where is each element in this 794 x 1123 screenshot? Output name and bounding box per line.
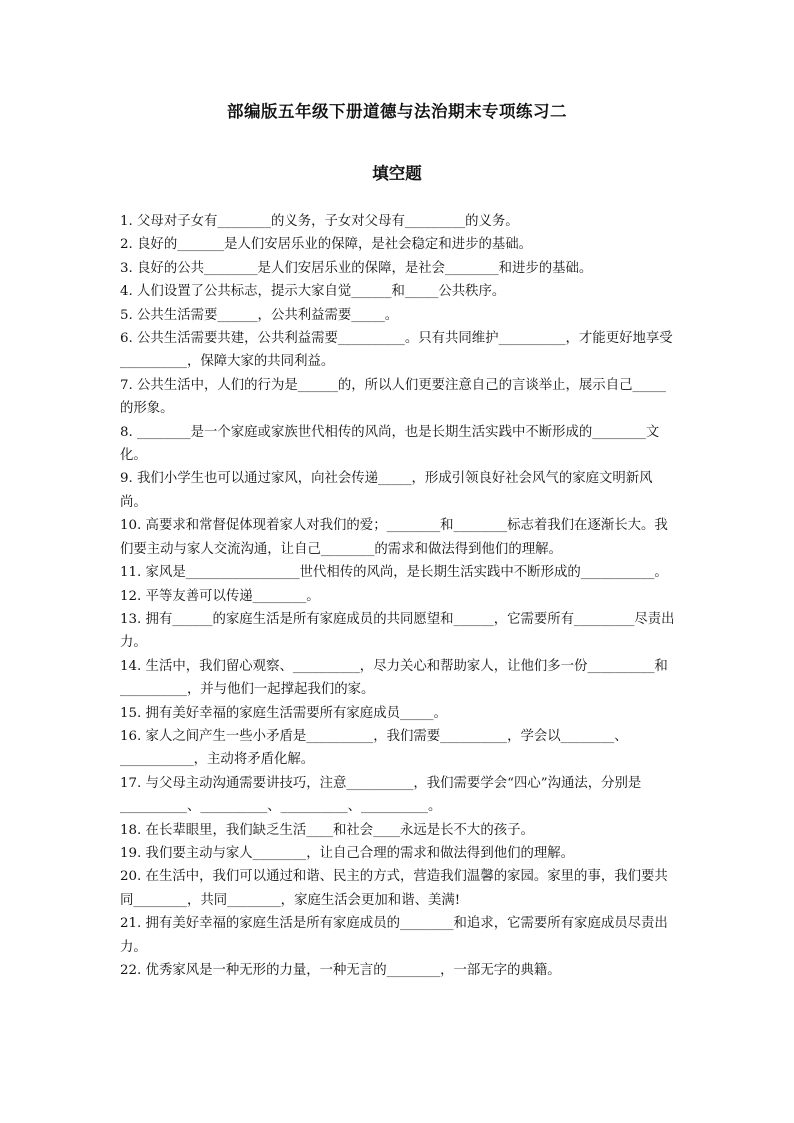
question-item: 14. 生活中，我们留心观察、__________，尽力关心和帮助家人，让他们多一份__________和__________，并与他们一起撑起我们的家。 xyxy=(120,658,668,698)
question-item: 12. 平等友善可以传递________。 xyxy=(120,588,320,604)
question-item: 9. 我们小学生也可以通过家风，向社会传递_____，形成引领良好社会风气的家庭文明新风尚。 xyxy=(120,471,653,510)
question-item: 22. 优秀家风是一种无形的力量，一种无言的________，一部无字的典籍。 xyxy=(120,963,561,978)
question-item: 18. 在长辈眼里，我们缺乏生活____和社会____永远是长不大的孩子。 xyxy=(120,822,534,838)
question-item: 3. 良好的公共________是人们安居乐业的保障，是社会________和进步的基础。 xyxy=(120,260,593,276)
question-item: 2. 良好的_______是人们安居乐业的保障，是社会稳定和进步的基础。 xyxy=(120,237,533,253)
question-item: 10. 高要求和常督促体现着家人对我们的爱；________和________标志着我们在逐渐长大。我们要主动与家人交流沟通，让自己________的需求和做法得到他们的理解。 xyxy=(120,518,668,557)
question-item: 1. 父母对子女有________的义务，子女对父母有_________的义务。 xyxy=(120,214,519,229)
question-item: 19. 我们要主动与家人________，让自己合理的需求和做法得到他们的理解。 xyxy=(120,845,575,861)
question-item: 20. 在生活中，我们可以通过和谐、民主的方式，营造我们温馨的家园。家里的事，我们要共同________，共同________，家庭生活会更加和谐、美满! xyxy=(120,869,668,908)
question-item: 7. 公共生活中，人们的行为是______的，所以人们更要注意自己的言谈举止，展示自己_____的形象。 xyxy=(120,377,666,417)
question-item: 8. ________是一个家庭或家族世代相传的风尚，也是长期生活实践中不断形成的________文化。 xyxy=(120,424,660,464)
section-title: 填空题 xyxy=(372,164,422,183)
question-list xyxy=(120,210,676,982)
question-item: 17. 与父母主动沟通需要讲技巧，注意__________，我们需要学会“四心”沟通法，分别是__________、__________、__________、__________。 xyxy=(120,775,642,815)
question-item: 21. 拥有美好幸福的家庭生活是所有家庭成员的________和追求，它需要所有家庭成员尽责出力。 xyxy=(120,916,668,955)
document-title: 部编版五年级下册道德与法治期末专项练习二 xyxy=(227,102,567,121)
question-item: 15. 拥有美好幸福的家庭生活需要所有家庭成员_____。 xyxy=(120,705,447,721)
question-item: 11. 家风是_________________世代相传的风尚，是长期生活实践中不断形成的___________。 xyxy=(120,565,668,581)
question-item: 13. 拥有______的家庭生活是所有家庭成员的共同愿望和______，它需要所有_________尽责出力。 xyxy=(120,611,675,651)
question-item: 4. 人们设置了公共标志，提示大家自觉______和_____公共秩序。 xyxy=(120,284,506,300)
question-item: 5. 公共生活需要______，公共利益需要_____。 xyxy=(120,307,399,323)
question-item: 16. 家人之间产生一些小矛盾是__________，我们需要__________，学会以________、___________，主动将矛盾化解。 xyxy=(120,728,628,768)
question-item: 6. 公共生活需要共建，公共利益需要__________。只有共同维护__________，才能更好地享受__________，保障大家的共同利益。 xyxy=(120,331,673,370)
